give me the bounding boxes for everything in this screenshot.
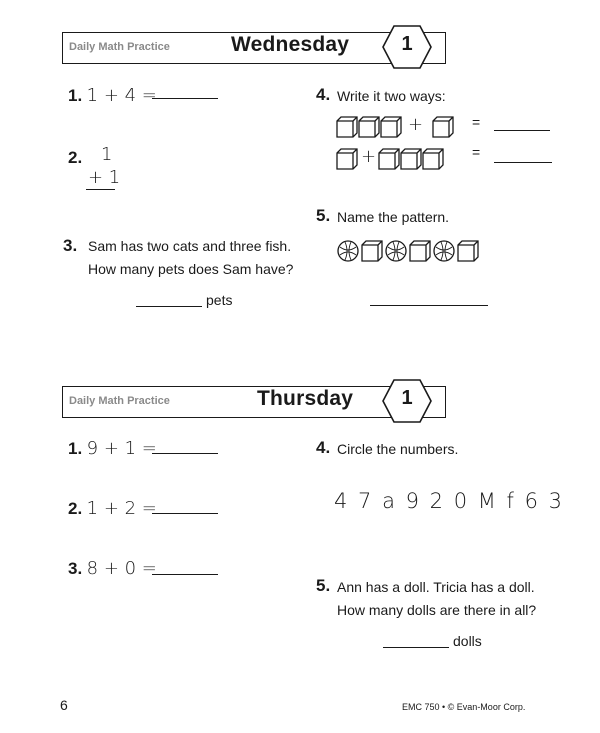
ball-icon bbox=[338, 241, 358, 261]
day-title: Wednesday bbox=[231, 33, 350, 56]
plus-sign: + bbox=[361, 146, 377, 167]
day-title: Thursday bbox=[257, 387, 354, 410]
equation: 8 + 0 = bbox=[86, 558, 157, 579]
question-number: 3. bbox=[68, 559, 83, 578]
question-number: 5. bbox=[316, 576, 331, 595]
equation: 9 + 1 = bbox=[86, 438, 157, 459]
answer-line[interactable] bbox=[494, 162, 552, 163]
week-number: 1 bbox=[401, 33, 413, 55]
equation: 1 + 4 = bbox=[86, 85, 157, 106]
thu-question-3 bbox=[68, 558, 157, 579]
character-row: 4 7 a 9 2 0 M f 6 3 bbox=[334, 489, 564, 513]
answer-line[interactable] bbox=[152, 98, 218, 99]
question-text: How many dolls are there in all? bbox=[337, 602, 537, 618]
question-number: 4. bbox=[316, 85, 331, 104]
question-number: 5. bbox=[316, 206, 331, 225]
question-text: Write it two ways: bbox=[337, 88, 446, 104]
wed-question-1 bbox=[68, 85, 157, 106]
question-text: Name the pattern. bbox=[337, 209, 450, 225]
answer-unit: dolls bbox=[453, 633, 482, 649]
cube-icon bbox=[337, 117, 357, 137]
pattern-row bbox=[336, 238, 496, 266]
week-number: 1 bbox=[401, 387, 413, 409]
question-number: 1. bbox=[68, 86, 83, 105]
question-text: How many pets does Sam have? bbox=[88, 261, 294, 277]
equals-sign: = bbox=[472, 114, 481, 130]
cube-icon bbox=[401, 149, 421, 169]
question-number: 3. bbox=[63, 236, 78, 255]
answer-line[interactable] bbox=[383, 647, 449, 648]
question-number: 2. bbox=[68, 148, 83, 167]
banner-subtitle: Daily Math Practice bbox=[69, 395, 170, 407]
cube-icon bbox=[423, 149, 443, 169]
cube-icon bbox=[433, 117, 453, 137]
banner-subtitle: Daily Math Practice bbox=[69, 41, 170, 53]
answer-unit: pets bbox=[206, 292, 233, 308]
addend-bottom: + 1 bbox=[88, 167, 121, 188]
addend-top: 1 bbox=[101, 144, 113, 165]
answer-line[interactable] bbox=[152, 453, 218, 454]
question-number: 4. bbox=[316, 438, 331, 457]
page-number: 6 bbox=[60, 697, 68, 713]
cube-icon bbox=[362, 241, 382, 261]
thu-question-1 bbox=[68, 438, 157, 459]
cube-icon bbox=[410, 241, 430, 261]
ball-icon bbox=[434, 241, 454, 261]
week-hexagon bbox=[382, 378, 432, 424]
question-number: 1. bbox=[68, 439, 83, 458]
cube-icon bbox=[381, 117, 401, 137]
answer-line[interactable] bbox=[152, 574, 218, 575]
question-text: Ann has a doll. Tricia has a doll. bbox=[337, 579, 535, 595]
answer-line[interactable] bbox=[494, 130, 550, 131]
sum-line bbox=[86, 189, 115, 190]
footer-credit: EMC 750 • © Evan-Moor Corp. bbox=[402, 702, 526, 712]
week-hexagon bbox=[382, 24, 432, 70]
cube-icon bbox=[458, 241, 478, 261]
question-text: Circle the numbers. bbox=[337, 441, 459, 457]
ball-icon bbox=[386, 241, 406, 261]
equals-sign: = bbox=[472, 144, 481, 160]
answer-line[interactable] bbox=[152, 513, 218, 514]
plus-sign: + bbox=[408, 114, 424, 135]
cube-icon bbox=[379, 149, 399, 169]
equation: 1 + 2 = bbox=[86, 498, 157, 519]
cube-icon bbox=[337, 149, 357, 169]
thu-question-2 bbox=[68, 498, 157, 519]
answer-line[interactable] bbox=[136, 306, 202, 307]
cube-icon bbox=[359, 117, 379, 137]
question-number: 2. bbox=[68, 499, 83, 518]
question-text: Sam has two cats and three fish. bbox=[88, 238, 292, 254]
answer-line[interactable] bbox=[370, 305, 488, 306]
